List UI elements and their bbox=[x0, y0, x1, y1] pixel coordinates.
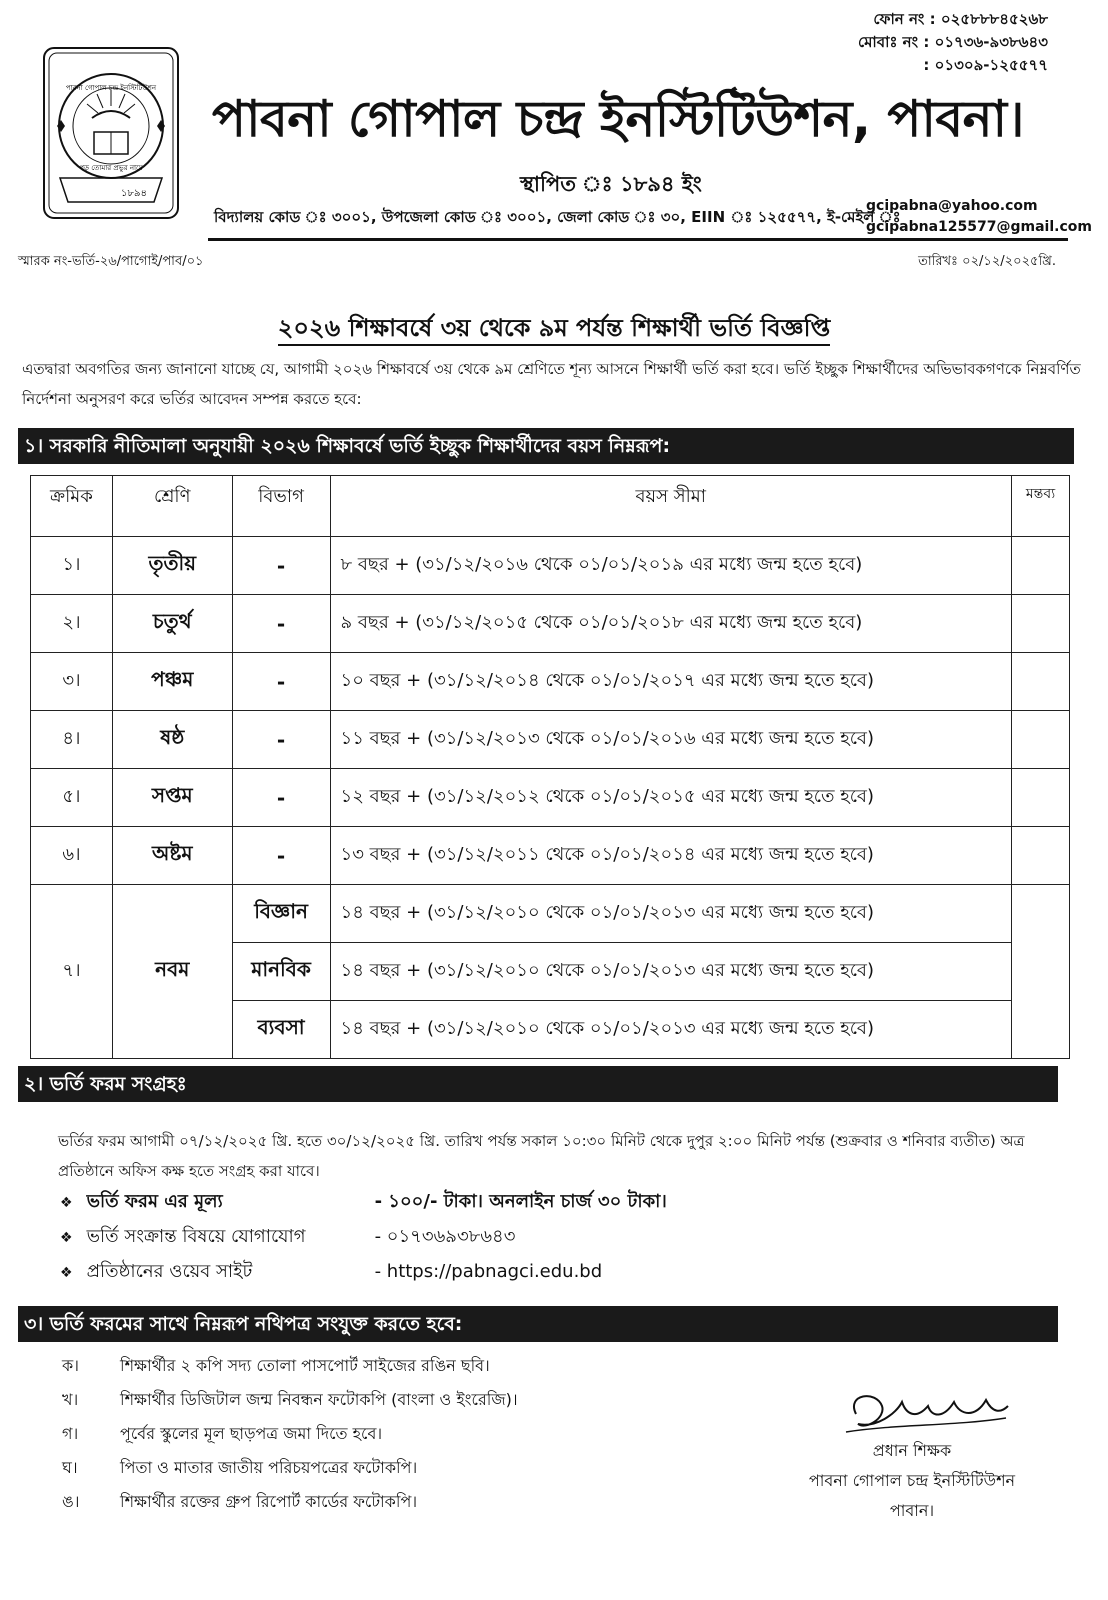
info-row-website: ❖ প্রতিষ্ঠানের ওয়েব সাইট - https://pabnagci.edu.bd bbox=[60, 1261, 603, 1282]
info-row-price: ❖ ভর্তি ফরম এর মূল্য - ১০০/- টাকা। অনলাইন চার্জ ৩০ টাকা। bbox=[60, 1191, 667, 1212]
table-header-row bbox=[31, 476, 1070, 537]
col-class: শ্রেণি bbox=[112, 476, 232, 537]
notice-date: তারিখঃ ০২/১২/২০২৫খ্রি. bbox=[918, 254, 1056, 269]
bullet-icon: ❖ bbox=[60, 1195, 73, 1211]
list-item: খ। শিক্ষার্থীর ডিজিটাল জন্ম নিবন্ধন ফটোকপি (বাংলা ও ইংরেজি)। bbox=[62, 1390, 518, 1409]
list-item: ক। শিক্ষার্থীর ২ কপি সদ্য তোলা পাসপোর্ট সাইজের রঙিন ছবি। bbox=[62, 1356, 490, 1375]
established-year: স্থাপিত ঃ ১৮৯৪ ইং bbox=[520, 172, 702, 196]
list-item: ঘ। পিতা ও মাতার জাতীয় পরিচয়পত্রের ফটোকপি। bbox=[62, 1458, 418, 1477]
logo-ring-text: পাবনা গোপাল চন্দ্র ইনস্টিটিউশন bbox=[65, 84, 157, 92]
list-item: গ। পূর্বের স্কুলের মূল ছাড়পত্র জমা দিতে হবে। bbox=[62, 1424, 383, 1443]
phone-line: ফোন নং : ০২৫৮৮৮৪৫২৬৮ bbox=[873, 10, 1048, 28]
signature-block bbox=[772, 1436, 1052, 1526]
section-1-heading: ১। সরকারি নীতিমালা অনুযায়ী ২০২৬ শিক্ষাবর্ষে ভর্তি ইচ্ছুক শিক্ষার্থীদের বয়স নিম্নরূপ: bbox=[18, 428, 1074, 464]
table-row: ৭। নবম বিজ্ঞান ১৪ বছর + (৩১/১২/২০১০ থেকে ০১/০১/২০১৩ এর মধ্যে জন্ম হতে হবে) bbox=[31, 885, 1070, 943]
memo-number: স্মারক নং-ভর্তি-২৬/পাগোই/পাব/০১ bbox=[18, 254, 204, 269]
table-row: ৬। অষ্টম - ১৩ বছর + (৩১/১২/২০১১ থেকে ০১/০১/২০১৪ এর মধ্যে জন্ম হতে হবে) bbox=[31, 827, 1070, 885]
table-row: ৪। ষষ্ঠ - ১১ বছর + (৩১/১২/২০১৩ থেকে ০১/০১/২০১৬ এর মধ্যে জন্ম হতে হবে) bbox=[31, 711, 1070, 769]
table-row: ব্যবসা ১৪ বছর + (৩১/১২/২০১০ থেকে ০১/০১/২০১৩ এর মধ্যে জন্ম হতে হবে) bbox=[31, 1001, 1070, 1059]
signature-city: পাবান। bbox=[889, 1501, 935, 1520]
header-divider bbox=[208, 238, 1068, 241]
email-block bbox=[866, 196, 1092, 238]
institution-codes: বিদ্যালয় কোড ঃ ৩০০১, উপজেলা কোড ঃ ৩০০১, জেলা কোড ঃ ৩০, EIIN ঃ ১২৫৫৭৭, ই-মেইল ঃ bbox=[214, 208, 901, 226]
school-logo bbox=[42, 46, 180, 220]
signature-institution: পাবনা গোপাল চন্দ্র ইনস্টিটিউশন bbox=[808, 1471, 1016, 1490]
email-2: gcipabna125577@gmail.com bbox=[866, 219, 1092, 235]
mobile-line-2: : ০১৩০৯-১২৫৫৭৭ bbox=[923, 56, 1048, 74]
intro-paragraph: এতদ্বারা অবগতির জন্য জানানো যাচ্ছে যে, আগামী ২০২৬ শিক্ষাবর্ষে ৩য় থেকে ৯ম শ্রেণিতে শূন্য আসনে শিক্ষার্থী ভর্তি করা হবে। ভর্তি ইচ্ছুক শিক্ষার্থীদের অভিভাবকগণকে নিম্নবর্ণিত নির্দেশনা অনুসরণ করে ভর্তির আবেদন সম্পন্ন করতে হবে: bbox=[22, 360, 1081, 408]
mobile-line: মোবাঃ নং : ০১৭৩৬-৯৩৮৬৪৩ bbox=[858, 33, 1048, 51]
section-2-heading: ২। ভর্তি ফরম সংগ্রহঃ bbox=[18, 1066, 1058, 1102]
list-item: ঙ। শিক্ষার্থীর রক্তের গ্রুপ রিপোর্ট কার্ডের ফটোকপি। bbox=[62, 1492, 418, 1511]
col-remarks: মন্তব্য bbox=[1012, 476, 1070, 537]
logo-motto: পড় তোমার প্রভুর নামে bbox=[79, 164, 143, 172]
website-link[interactable]: - https://pabnagci.edu.bd bbox=[374, 1261, 603, 1282]
notice-title: ২০২৬ শিক্ষাবর্ষে ৩য় থেকে ৯ম পর্যন্ত শিক্ষার্থী ভর্তি বিজ্ঞপ্তি bbox=[0, 310, 1108, 350]
contact-block bbox=[858, 8, 1048, 77]
table-row: ৩। পঞ্চম - ১০ বছর + (৩১/১২/২০১৪ থেকে ০১/০১/২০১৭ এর মধ্যে জন্ম হতে হবে) bbox=[31, 653, 1070, 711]
col-age-range: বয়স সীমা bbox=[330, 476, 1012, 537]
email-1: gcipabna@yahoo.com bbox=[866, 198, 1038, 214]
headmaster-title: প্রধান শিক্ষক bbox=[872, 1441, 952, 1460]
table-row: ৫। সপ্তম - ১২ বছর + (৩১/১২/২০১২ থেকে ০১/০১/২০১৫ এর মধ্যে জন্ম হতে হবে) bbox=[31, 769, 1070, 827]
section-3-heading: ৩। ভর্তি ফরমের সাথে নিম্নরূপ নথিপত্র সংযুক্ত করতে হবে: bbox=[18, 1306, 1058, 1342]
bullet-icon: ❖ bbox=[60, 1265, 73, 1281]
col-serial: ক্রমিক bbox=[31, 476, 113, 537]
logo-year: ১৮৯৪ bbox=[121, 188, 147, 199]
info-row-contact: ❖ ভর্তি সংক্রান্ত বিষয়ে যোগাযোগ - ০১৭৩৬৯৩৮৬৪৩ bbox=[60, 1226, 516, 1247]
institution-name: পাবনা গোপাল চন্দ্র ইনস্টিটিউশন, পাবনা। bbox=[212, 90, 1024, 148]
table-row: ২। চতুর্থ - ৯ বছর + (৩১/১২/২০১৫ থেকে ০১/০১/২০১৮ এর মধ্যে জন্ম হতে হবে) bbox=[31, 595, 1070, 653]
col-group: বিভাগ bbox=[232, 476, 330, 537]
table-row: মানবিক ১৪ বছর + (৩১/১২/২০১০ থেকে ০১/০১/২০১৩ এর মধ্যে জন্ম হতে হবে) bbox=[31, 943, 1070, 1001]
form-collection-text: ভর্তির ফরম আগামী ০৭/১২/২০২৫ খ্রি. হতে ৩০/১২/২০২৫ খ্রি. তারিখ পর্যন্ত সকাল ১০:৩০ মিনিট থেকে দুপুর ২:০০ মিনিট পর্যন্ত (শুক্রবার ও শনিবার ব্যতীত) অত্র প্রতিষ্ঠানে অফিস কক্ষ হতে সংগ্রহ করা যাবে। bbox=[58, 1132, 1025, 1180]
age-limit-table bbox=[30, 475, 1070, 1059]
table-row: ১। তৃতীয় - ৮ বছর + (৩১/১২/২০১৬ থেকে ০১/০১/২০১৯ এর মধ্যে জন্ম হতে হবে) bbox=[31, 537, 1070, 595]
bullet-icon: ❖ bbox=[60, 1230, 73, 1246]
signature-mark bbox=[836, 1384, 1016, 1440]
